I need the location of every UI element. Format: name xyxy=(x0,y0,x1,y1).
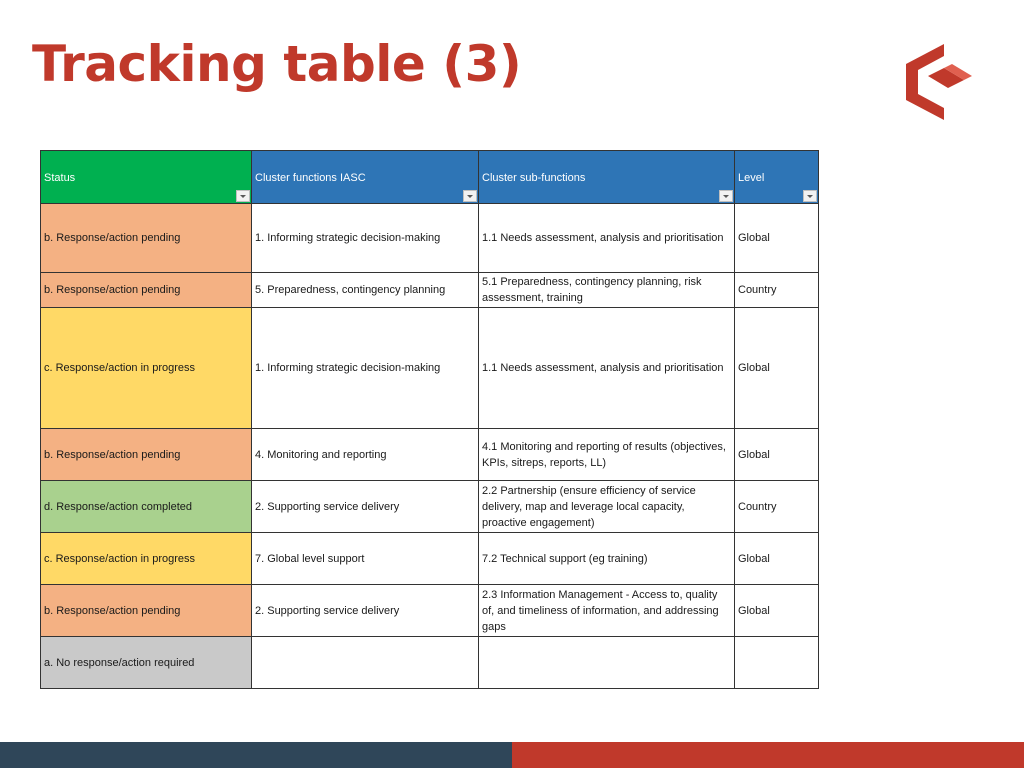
status-cell: c. Response/action in progress xyxy=(41,308,252,429)
subfunction-cell: 2.3 Information Management - Access to, quality of, and timeliness of information, and addressing gaps xyxy=(479,585,735,637)
filter-dropdown-icon[interactable] xyxy=(236,190,250,202)
level-cell xyxy=(735,637,819,689)
level-cell: Global xyxy=(735,533,819,585)
level-cell: Country xyxy=(735,481,819,533)
function-cell: 5. Preparedness, contingency planning xyxy=(252,273,479,308)
page-title: Tracking table (3) xyxy=(32,35,522,93)
function-cell: 2. Supporting service delivery xyxy=(252,481,479,533)
function-cell: 4. Monitoring and reporting xyxy=(252,429,479,481)
brand-logo-icon xyxy=(906,44,972,120)
subfunction-cell xyxy=(479,637,735,689)
table-row xyxy=(41,481,819,533)
function-cell xyxy=(252,637,479,689)
column-header-subfunction xyxy=(479,151,735,204)
level-cell: Global xyxy=(735,429,819,481)
status-cell: a. No response/action required xyxy=(41,637,252,689)
subfunction-cell: 7.2 Technical support (eg training) xyxy=(479,533,735,585)
filter-dropdown-icon[interactable] xyxy=(719,190,733,202)
level-cell: Country xyxy=(735,273,819,308)
subfunction-cell: 2.2 Partnership (ensure efficiency of service delivery, map and leverage local capacity, proactive engagement) xyxy=(479,481,735,533)
filter-dropdown-icon[interactable] xyxy=(463,190,477,202)
table-row xyxy=(41,204,819,273)
subfunction-cell: 1.1 Needs assessment, analysis and prioritisation xyxy=(479,308,735,429)
filter-dropdown-icon[interactable] xyxy=(803,190,817,202)
column-header-label: Level xyxy=(738,172,765,184)
status-cell: b. Response/action pending xyxy=(41,273,252,308)
subfunction-cell: 4.1 Monitoring and reporting of results (objectives, KPIs, sitreps, reports, LL) xyxy=(479,429,735,481)
status-cell: b. Response/action pending xyxy=(41,204,252,273)
status-cell: b. Response/action pending xyxy=(41,429,252,481)
level-cell: Global xyxy=(735,204,819,273)
table-row xyxy=(41,585,819,637)
table-row xyxy=(41,308,819,429)
function-cell: 2. Supporting service delivery xyxy=(252,585,479,637)
function-cell: 1. Informing strategic decision-making xyxy=(252,204,479,273)
function-cell: 1. Informing strategic decision-making xyxy=(252,308,479,429)
status-cell: d. Response/action completed xyxy=(41,481,252,533)
column-header-label: Status xyxy=(44,172,76,184)
column-header-label: Cluster sub-functions xyxy=(482,172,586,184)
table-row xyxy=(41,273,819,308)
tracking-table xyxy=(40,150,819,689)
header-row xyxy=(41,151,819,204)
level-cell: Global xyxy=(735,308,819,429)
table-row xyxy=(41,637,819,689)
footer-bar-right xyxy=(512,742,1024,768)
column-header-status xyxy=(41,151,252,204)
column-header-label: Cluster functions IASC xyxy=(255,172,366,184)
column-header-function xyxy=(252,151,479,204)
column-header-level xyxy=(735,151,819,204)
level-cell: Global xyxy=(735,585,819,637)
footer-bar-left xyxy=(0,742,512,768)
status-cell: c. Response/action in progress xyxy=(41,533,252,585)
status-cell: b. Response/action pending xyxy=(41,585,252,637)
function-cell: 7. Global level support xyxy=(252,533,479,585)
subfunction-cell: 5.1 Preparedness, contingency planning, risk assessment, training xyxy=(479,273,735,308)
table-row xyxy=(41,533,819,585)
subfunction-cell: 1.1 Needs assessment, analysis and prioritisation xyxy=(479,204,735,273)
table-row xyxy=(41,429,819,481)
